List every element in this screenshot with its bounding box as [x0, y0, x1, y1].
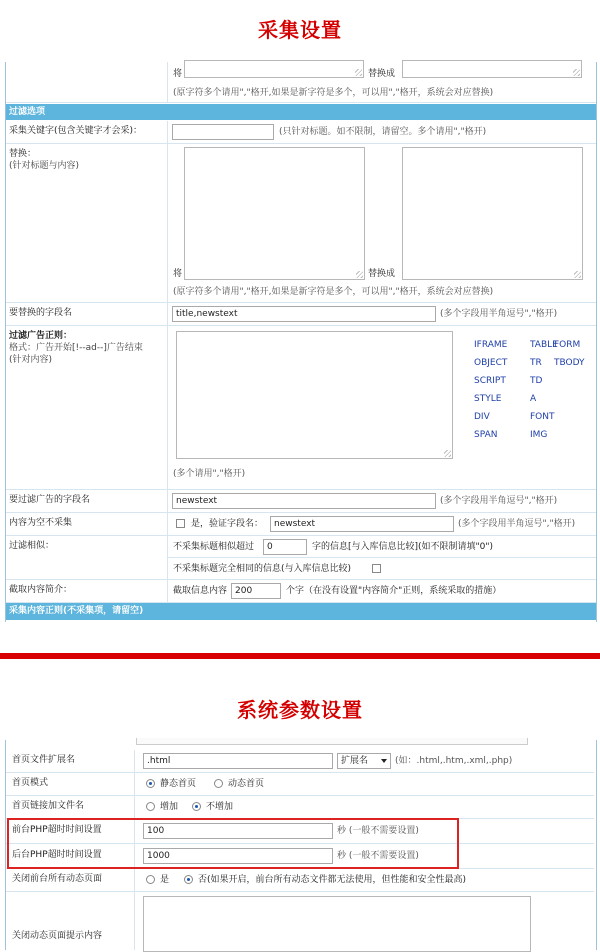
keyword-row [6, 121, 596, 144]
empty-skip-field-input[interactable]: newstext [270, 516, 454, 532]
ext-input[interactable]: .html [143, 753, 333, 769]
replace-fields-row [6, 303, 596, 326]
replace-label-cell [6, 144, 168, 302]
back-timeout-hint: 秒 (一般不需要设置) [337, 851, 419, 861]
tag-img[interactable]: IMG [530, 430, 548, 440]
ext-select[interactable]: 扩展名 [337, 753, 391, 769]
summary-row [6, 580, 596, 603]
static-home-radio[interactable] [146, 779, 155, 788]
close-dynamic-row [6, 869, 594, 892]
summary-suffix: 个字（在没有设置"内容简介"正则，系统采取的措施） [286, 586, 502, 596]
front-timeout-label: 前台PHP超时时间设置 [6, 819, 135, 843]
replace-label: 替换： [9, 149, 37, 159]
ext-row [6, 750, 594, 773]
replace-top-row [6, 62, 596, 103]
chevron-down-icon [381, 759, 387, 763]
tag-span[interactable]: SPAN [474, 430, 498, 440]
resize-grip-icon[interactable] [355, 69, 362, 76]
tag-tr[interactable]: TR [530, 358, 542, 368]
mode-label: 首页模式 [6, 773, 135, 795]
ad-fields-hint: (多个字段用半角逗号","格开) [440, 496, 558, 506]
tag-script[interactable]: SCRIPT [474, 376, 506, 386]
from-label: 将 [173, 269, 183, 279]
ad-fields-label: 要过滤广告的字段名 [6, 490, 168, 512]
replace-fields-label: 要替换的字段名 [6, 303, 168, 325]
keyword-input[interactable] [172, 124, 274, 140]
empty-skip-label: 内容为空不采集 [6, 513, 168, 535]
resize-grip-icon[interactable] [574, 271, 581, 278]
exact-title-label: 不采集标题完全相同的信息(与入库信息比较) [173, 564, 352, 574]
ext-label: 首页文件扩展名 [6, 750, 135, 772]
section-divider [0, 653, 600, 659]
tag-tbody[interactable]: TBODY [554, 358, 585, 368]
close-dynamic-yes-label: 是 [160, 875, 170, 885]
regex-section-header: 采集内容正则(不采集项，请留空) [6, 603, 596, 620]
replace-hint: (原字符多个请用","格开,如果是新字符是多个，可以用","格开，系统会对应替换) [173, 88, 494, 98]
append-none-radio[interactable] [192, 802, 201, 811]
append-label: 首页链接加文件名 [6, 796, 135, 818]
summary-prefix: 截取信息内容 [173, 586, 228, 596]
resize-grip-icon[interactable] [356, 271, 363, 278]
ad-filter-hint: (多个请用","格开) [173, 469, 246, 479]
dynamic-home-radio[interactable] [214, 779, 223, 788]
tag-a[interactable]: A [530, 394, 537, 404]
close-tip-label: 关闭动态页面提示内容 [6, 892, 135, 950]
resize-grip-icon[interactable] [444, 450, 451, 457]
system-settings-panel [5, 740, 597, 950]
append-row [6, 796, 594, 819]
close-dynamic-yes-radio[interactable] [146, 875, 155, 884]
ad-filter-scope: (针对内容) [9, 355, 53, 365]
dynamic-home-label: 动态首页 [228, 779, 265, 789]
section-title-system: 系统参数设置 [237, 698, 363, 722]
tag-table[interactable]: TABLE [530, 340, 558, 350]
to-label: 替换成 [368, 269, 396, 279]
replace-hint: (原字符多个请用","格开,如果是新字符是多个，可以用","格开，系统会对应替换) [173, 287, 494, 297]
front-timeout-input[interactable]: 100 [143, 823, 333, 839]
similar-label: 过滤相似： [6, 536, 168, 579]
replace-fields-input[interactable]: title,newstext [172, 306, 436, 322]
replace-row [6, 144, 596, 303]
ad-filter-format: 格式：广告开始[!--ad--]广告结束 [9, 343, 143, 353]
front-timeout-hint: 秒 (一般不需要设置) [337, 826, 419, 836]
replace-sub-label: (针对标题与内容) [9, 161, 80, 171]
highlight-box [7, 818, 459, 869]
summary-label: 截取内容简介： [6, 580, 168, 602]
tag-font[interactable]: FONT [530, 412, 555, 422]
back-timeout-label: 后台PHP超时时间设置 [6, 844, 135, 868]
tag-form[interactable]: FORM [554, 340, 581, 350]
summary-length-input[interactable]: 200 [231, 583, 281, 599]
similar-count-input[interactable]: 0 [263, 539, 307, 555]
replace-from-textarea[interactable] [184, 147, 365, 280]
filter-section-header: 过滤选项 [6, 104, 596, 120]
close-tip-textarea[interactable] [143, 896, 531, 952]
mode-row [6, 773, 594, 796]
collect-settings-panel [5, 62, 597, 622]
keyword-hint: (只针对标题。如不限制，请留空。多个请用","格开) [279, 127, 487, 137]
tag-object[interactable]: OBJECT [474, 358, 508, 368]
empty-skip-checkbox-label: 是，验证字段名： [191, 519, 264, 529]
section-title-collect: 采集设置 [258, 18, 342, 42]
tag-style[interactable]: STYLE [474, 394, 502, 404]
ad-fields-input[interactable]: newstext [172, 493, 436, 509]
empty-skip-hint: (多个字段用半角逗号","格开) [458, 519, 576, 529]
from-label: 将 [173, 69, 183, 79]
ad-filter-label-cell [6, 326, 168, 489]
replace-from-textarea-top[interactable] [184, 60, 364, 78]
tag-iframe[interactable]: IFRAME [474, 340, 508, 350]
back-timeout-input[interactable]: 1000 [143, 848, 333, 864]
ext-hint: (如：.html,.htm,.xml,.php) [395, 756, 513, 766]
exact-title-checkbox[interactable] [372, 564, 381, 573]
close-dynamic-label: 关闭前台所有动态页面 [6, 869, 135, 891]
resize-grip-icon[interactable] [573, 69, 580, 76]
keyword-label: 采集关键字(包含关键字才会采)： [6, 121, 168, 143]
ad-fields-row [6, 490, 596, 513]
append-none-label: 不增加 [206, 802, 234, 812]
tag-td[interactable]: TD [530, 376, 543, 386]
ad-filter-row [6, 326, 596, 490]
similar-row [6, 536, 596, 580]
similar-suffix: 字的信息[与入库信息比较](如不限制请填"0") [312, 542, 494, 552]
static-home-label: 静态首页 [160, 779, 197, 789]
ad-filter-textarea[interactable] [176, 331, 453, 459]
ad-filter-label: 过滤广告正则： [9, 331, 73, 341]
empty-skip-checkbox[interactable] [176, 519, 185, 528]
to-label: 替换成 [368, 69, 396, 79]
similar-prefix: 不采集标题相似超过 [173, 542, 255, 552]
replace-to-textarea-top[interactable] [402, 60, 582, 78]
replace-fields-hint: (多个字段用半角逗号","格开) [440, 309, 558, 319]
append-add-radio[interactable] [146, 802, 155, 811]
close-tip-row [6, 892, 594, 950]
close-dynamic-no-radio[interactable] [184, 875, 193, 884]
replace-to-textarea[interactable] [402, 147, 583, 280]
empty-skip-row [6, 513, 596, 536]
close-dynamic-no-label: 否(如果开启，前台所有动态文件都无法使用，但性能和安全性最高) [198, 875, 467, 885]
append-add-label: 增加 [160, 802, 179, 812]
tag-div[interactable]: DIV [474, 412, 490, 422]
